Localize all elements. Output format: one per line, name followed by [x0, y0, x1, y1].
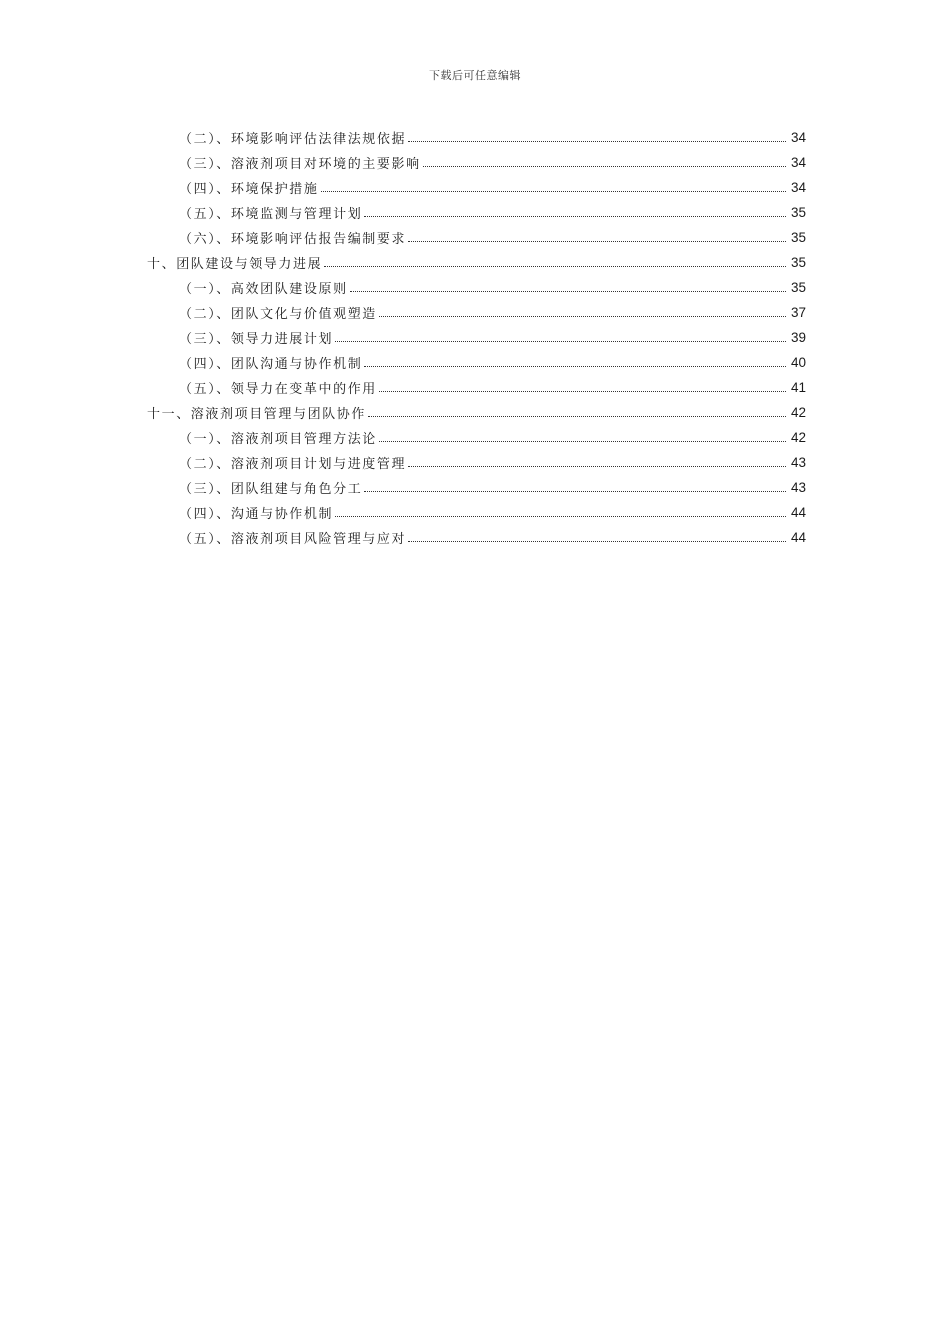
toc-chapter-entry[interactable] — [0, 250, 950, 275]
toc-dot-leader — [379, 440, 786, 442]
toc-page-number: 39 — [790, 330, 806, 345]
toc-dot-leader — [364, 365, 786, 367]
toc-entry[interactable] — [0, 150, 950, 175]
toc-dot-leader — [408, 240, 786, 242]
toc-entry[interactable] — [0, 200, 950, 225]
toc-page-number: 35 — [790, 255, 806, 270]
toc-page-number: 35 — [790, 230, 806, 245]
toc-entry[interactable] — [0, 175, 950, 200]
toc-entry[interactable] — [0, 425, 950, 450]
toc-dot-leader — [408, 465, 786, 467]
toc-entry[interactable] — [0, 300, 950, 325]
toc-page-number: 42 — [790, 430, 806, 445]
toc-page-number: 40 — [790, 355, 806, 370]
toc-entry-label: （一）、溶液剂项目管理方法论 — [179, 432, 377, 447]
toc-entry-label: （二）、环境影响评估法律法规依据 — [179, 132, 407, 147]
toc-entry-label: （六）、环境影响评估报告编制要求 — [179, 232, 407, 247]
toc-entry-label: （三）、领导力进展计划 — [179, 332, 334, 347]
toc-dot-leader — [364, 215, 786, 217]
toc-entry[interactable] — [0, 325, 950, 350]
toc-dot-leader — [324, 265, 786, 267]
table-of-contents — [0, 125, 950, 550]
toc-dot-leader — [321, 190, 786, 192]
toc-entry-label: （四）、团队沟通与协作机制 — [179, 357, 363, 372]
toc-chapter-entry[interactable] — [0, 400, 950, 425]
toc-entry-label: （二）、团队文化与价值观塑造 — [179, 307, 377, 322]
toc-page-number: 44 — [790, 505, 806, 520]
toc-page-number: 35 — [790, 280, 806, 295]
toc-entry-label: （四）、环境保护措施 — [179, 182, 319, 197]
toc-page-number: 44 — [790, 530, 806, 545]
toc-entry-label: （五）、领导力在变革中的作用 — [179, 382, 377, 397]
toc-dot-leader — [379, 315, 786, 317]
toc-entry[interactable] — [0, 275, 950, 300]
toc-dot-leader — [408, 140, 786, 142]
toc-entry[interactable] — [0, 225, 950, 250]
toc-page-number: 41 — [790, 380, 806, 395]
toc-page-number: 43 — [790, 455, 806, 470]
toc-entry-label: （五）、溶液剂项目风险管理与应对 — [179, 532, 407, 547]
toc-entry[interactable] — [0, 500, 950, 525]
toc-entry-label: 十一、溶液剂项目管理与团队协作 — [147, 407, 367, 422]
toc-entry[interactable] — [0, 350, 950, 375]
toc-entry-label: （三）、溶液剂项目对环境的主要影响 — [179, 157, 421, 172]
toc-entry[interactable] — [0, 525, 950, 550]
toc-entry[interactable] — [0, 125, 950, 150]
toc-entry[interactable] — [0, 475, 950, 500]
toc-entry[interactable] — [0, 375, 950, 400]
toc-dot-leader — [350, 290, 786, 292]
toc-page-number: 34 — [790, 130, 806, 145]
toc-entry-label: （三）、团队组建与角色分工 — [179, 482, 363, 497]
toc-entry-label: （二）、溶液剂项目计划与进度管理 — [179, 457, 407, 472]
toc-dot-leader — [335, 340, 786, 342]
toc-dot-leader — [368, 415, 786, 417]
toc-page-number: 43 — [790, 480, 806, 495]
toc-page-number: 37 — [790, 305, 806, 320]
toc-page-number: 34 — [790, 155, 806, 170]
toc-entry-label: （五）、环境监测与管理计划 — [179, 207, 363, 222]
toc-dot-leader — [364, 490, 786, 492]
toc-dot-leader — [423, 165, 786, 167]
toc-page-number: 35 — [790, 205, 806, 220]
toc-page-number: 42 — [790, 405, 806, 420]
toc-entry-label: （四）、沟通与协作机制 — [179, 507, 334, 522]
toc-dot-leader — [335, 515, 786, 517]
toc-page-number: 34 — [790, 180, 806, 195]
toc-dot-leader — [379, 390, 786, 392]
toc-entry[interactable] — [0, 450, 950, 475]
toc-entry-label: （一）、高效团队建设原则 — [179, 282, 348, 297]
toc-dot-leader — [408, 540, 786, 542]
toc-entry-label: 十、团队建设与领导力进展 — [147, 257, 323, 272]
page-header: 下载后可任意编辑 — [429, 69, 521, 82]
